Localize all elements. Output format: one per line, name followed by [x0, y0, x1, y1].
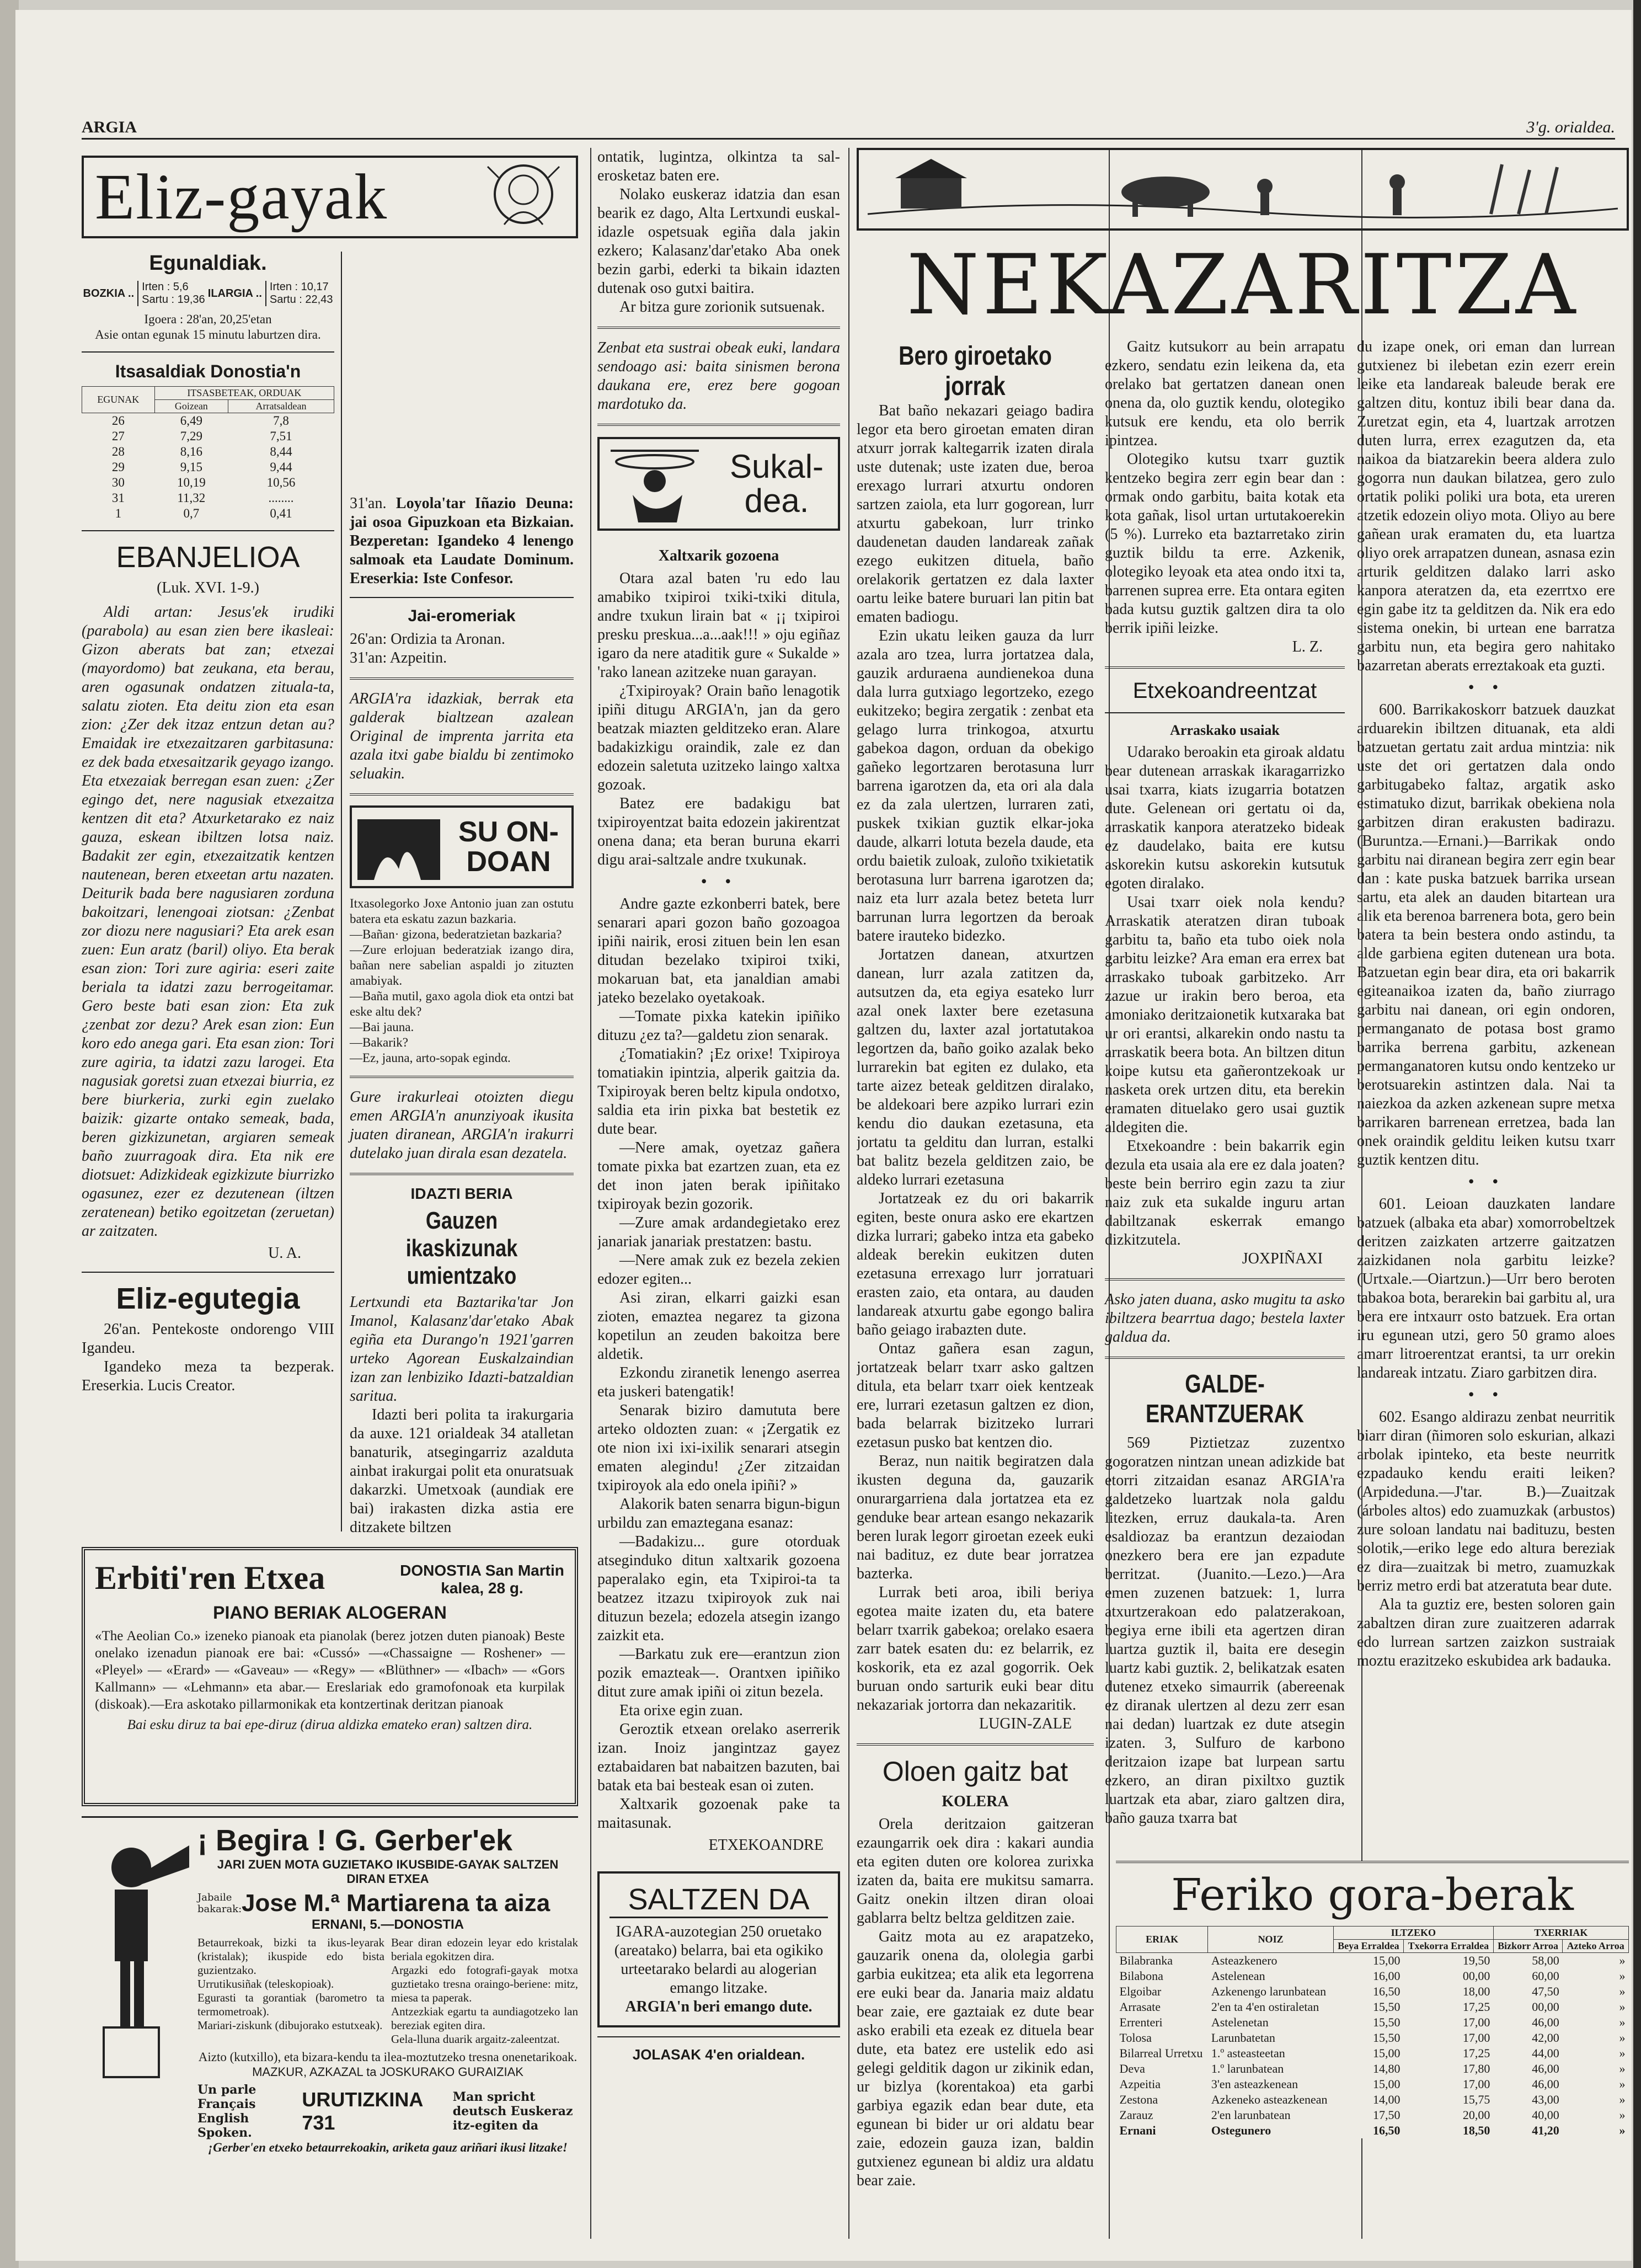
price-cell: 2'en larunbatean — [1211, 2108, 1291, 2122]
gerber-owner: Jose M.ª Martiarena ta aiza — [242, 1890, 550, 1917]
price-cell: » — [1619, 2108, 1626, 2122]
price-cell: » — [1619, 2123, 1626, 2137]
price-cell: Astelenean — [1211, 1969, 1265, 1983]
saltzen-notice: ARGIA'n beri emango dute. — [625, 1998, 813, 2015]
su-ondoan-line: —Bakarik? — [350, 1036, 409, 1049]
tide-cell: 9,44 — [270, 460, 292, 474]
price-row — [1116, 2107, 1629, 2123]
tide-cell: 7,51 — [270, 429, 292, 443]
price-cell: Azpeitia — [1119, 2077, 1161, 2091]
erbiti-address: DONOSTIA San Martin kalea, 28 g. — [400, 1562, 564, 1597]
telescope-man-icon — [82, 1823, 192, 2083]
gerber-item: Mariari-ziskunk (dibujorako estutxeak). — [197, 2019, 383, 2032]
tide-cell: 0,7 — [183, 506, 200, 520]
answer-600: 600. Barrikakoskorr batzuek dauzkat arduarekin ibiltzen dituanak, eta aldi batzuetan gertatu zait ardua mintzia: nik uste det ori gertatzen dala ondo garbitugabeko faltaz, argatik asko estimatuko dizut, barrikak obekiena nola garbitzen diran erakusten badirazu. (Buruntza.—Ernani.)—Barrikak ondo garbitu nai diranean begira zerr egin bear dan : kate puska batzuek barrika ursean sartu, eta alek an dauden bitartean ura alik eta berenoa barrenera bota, gero bein batera ta bein bestera ondo astindu, ta alde garbiena egiten dutenean ura bota. Batzuetan egin bear dira, eta ori bakarrik egiteanaikoa izaten da, baño ziurrago garbitu nai danean, ori egin ondoren, permanganato de potasa bost gramo barrika berrena garbitu, azkenean permanganatoren kutsu ondo kentzeko ur berotsuarekin astintzen dala. Nai ta naiezkoa da azken azkenean supre metxa barrikaren barrenean erretzea, bada lan onek oraindik gelditu leiken kutsu txarr guztik kentzen ditu. — [1357, 701, 1615, 1168]
price-cell: 17,80 — [1462, 2062, 1490, 2075]
xaltxarik-p3: Batez ere badakigu bat txipiroyentzat baita edozein jakirentzat onena dana; eta beran buruna ekarri digu arai-saltzale andre txukunak. — [597, 795, 840, 868]
separator-bullets: • • — [1467, 680, 1505, 696]
newspaper-title: ARGIA — [82, 118, 137, 136]
andre-dialogue-line: Asi ziran, elkarri gaizki esan zioten, emaztea negarez ta gizona kopetilun an zeuden bakoitza bere aldetik. — [597, 1289, 840, 1363]
saltzen-advert — [597, 1871, 840, 2027]
price-cell: 1.º larunbatean — [1211, 2062, 1284, 2075]
kolera-text: Orela deritzaion gaitzeran ezaungarrik oek dira : kakari aundia eta egiten duten ore kolorea zurixka izaten da, baita ere mukitsu samarra. Gaitz onekin iltzen diran oloai gablarra beltz beltza gelditzen zaie. — [857, 1816, 1094, 1927]
su-ondoan-line: —Zure erlojuan bederatziak izango dira, bañan nere sabelian aspaldi jo zituzten amabiyak. — [350, 943, 574, 988]
price-cell: 42,00 — [1532, 2031, 1559, 2045]
tide-cell: 10,56 — [266, 476, 296, 489]
saint-portrait-icon — [482, 161, 565, 233]
price-cell: Arrasate — [1119, 2000, 1161, 2014]
tide-cell: 30 — [111, 476, 125, 489]
price-cell: 15,50 — [1372, 2000, 1401, 2014]
price-cell: 14,00 — [1372, 2093, 1401, 2106]
gerber-subtitle: JARI ZUEN MOTA GUZIETAKO IKUSBIDE-GAYAK SALTZEN DIRAN ETXEA — [217, 1858, 559, 1886]
price-cell: 17,25 — [1462, 2046, 1490, 2060]
tide-cell: 26 — [111, 414, 125, 428]
tide-cell: 1 — [115, 506, 122, 520]
andre-dialogue-line: —Nere amak, oyetzaz gañera tomate pixka bat ezartzen zuan, eta ez det inon jaten berak ipiñitako txipiroyak bezin gozorik. — [597, 1139, 840, 1213]
tide-cell: 28 — [111, 445, 125, 458]
page-number: 3'g. orialdea. — [1526, 118, 1615, 136]
bero-p3: Jortatzen danean, atxurtzen danean, lurr azala zatitzen da, autsutzen da, eta egiya esateko lurr azal onek laxter bere ezetasuna galtzen du, laxter azal jortatutakoa legortzen da, baño goiko azalak beko lurrarekin bat egiten ez dulako, eta tarte aizez beteak gelditzen diralako, be aldekoari bere azpiko lurrari ezin kendu dio daukan ezetasuna, eta jortatu ta gelditu dan lurran, estalki bat balitz bezela gelditzen zaio, be aldeko lurrari ezetasuna — [857, 946, 1094, 1188]
separator-bullets: • • — [1467, 1387, 1505, 1404]
loyola-entry: 31'an. Loyola'tar Iñazio Deuna: jai osoa Gipuzkoan eta Bizkaian. Bezperetan: Igandeko 4 lenengo salmoak eta Laudate Dominum. Ereserkia: Iste Confesor. — [350, 495, 574, 587]
andre-dialogue-line: ¿Tomatiakin? ¡Ez orixe! Txipiroya tomatiakin ipintzia, alperik gaitzia da. Txipiroyak beren beltz kipula ondotxo, saldia eta irin pixka bat bestetik ez dute bear. — [597, 1045, 840, 1138]
gerber-phone: URUTIZKINA 731 — [302, 2088, 423, 2134]
price-cell: 15,50 — [1372, 2031, 1401, 2045]
price-cell: Astelenetan — [1211, 2015, 1269, 2029]
tide-table: EGUNAK ITSASBETEAK, ORDUAK Goizean Arratsaldean 26 6,49 7,8 27 7,29 7,51 28 8,16 8,44 29 9,15 9,44 30 10,19 10,56 31 11,32 ........ 1 0,7 0,41 — [82, 386, 334, 521]
moon-times: ILARGIA .. Irten : 10,17 Sartu : 22,43 — [207, 281, 333, 306]
andre-dialogue-line: —Nere amak zuk ez bezela zekien edozer egiten... — [597, 1252, 840, 1288]
price-cell: 19,50 — [1462, 1954, 1490, 1967]
zenbat-text: Zenbat eta sustrai obeak euki, landara sendoago asi: baita sinismen berona daukana ere, erez bere gogoan mardotuko da. — [597, 339, 840, 413]
running-head — [82, 115, 1615, 137]
andre-dialogue-line: Xaltxarik gozoenak pake ta maitasunak. — [597, 1796, 840, 1832]
tide-cell: 9,15 — [180, 460, 202, 474]
tide-row — [82, 490, 334, 506]
price-cell: 41,20 — [1532, 2123, 1559, 2137]
egutegia-text: 26'an. Pentekoste ondorengo VIII Igandeu. — [82, 1321, 334, 1357]
price-cell: 00,00 — [1462, 1969, 1490, 1983]
andre-dialogue-line: —Tomate pixka katekin ipiñiko dituzu ¿ez ta?—galdetu zion senarak. — [597, 1008, 840, 1044]
jolasak-line: JOLASAK 4'en orialdean. — [632, 2046, 805, 2063]
argia-notice: ARGIA'ra idazkiak, berrak eta galderak bialtzean azalean Original de imprenta jarrita eta azala itxi gabe bialdu bi zentimoko seluakin. — [350, 690, 574, 782]
price-cell: Elgoibar — [1119, 1984, 1162, 1998]
tide-cell: 7,29 — [180, 429, 202, 443]
price-cell: Azkeneko asteazkenean — [1211, 2093, 1328, 2106]
egutegia-text2: Igandeko meza ta bezperak. Ereserkia. Lucis Creator. — [82, 1358, 334, 1394]
price-cell: » — [1619, 1954, 1626, 1967]
tide-cell: 11,32 — [177, 491, 206, 505]
tide-cell: 6,49 — [180, 414, 202, 428]
arraskako-p2: Usai txarr oiek nola kendu? Arraskatik ateratzen diran tuboak garbitu ta, baño eta tubo oiek nola garbitu leizke? Ara eman era errex bat arraskako tuboak garbitzeko. Arr zazue ur irakin bero beroa, eta amoniako deritzaionetik kutxaraka bat ur ori erantsi, alkarekin ondo nastu ta arraskatik beera bota. An biltzen ditun koipe kutsu eta gañerontzekoak ur nasketa orek urtzen ditu, eta berekin eramaten dituelako gero usai guztik aldegiten die. — [1105, 894, 1345, 1136]
idazti-label: IDAZTI BERIA — [410, 1185, 513, 1202]
price-cell: Azkenengo larunbatean — [1211, 1984, 1327, 1998]
bero-p4: Jortatzeak ez du ori bakarrik egiten, beste onura asko ere ekartzen dizka lurrari; gabeko intza eta gabeko aldeak berekin eukitzen duten ezetasuna errexago lurr jorratuari erasten zaio, eta ontara, au dauden landareak atxurtu gabe egongo balira baño geiago irabazten dute. — [857, 1190, 1094, 1338]
bero-sign: LUGIN-ZALE — [979, 1715, 1072, 1732]
tide-row — [82, 444, 334, 460]
bero-p2: Ezin ukatu leiken gauza da lurr azala aro tzea, lurra jortatzea dala, gauzik arduraena aundienekoa duna dala lurra gutxiago legortzeko, ezego eukitzeko; begira zergatik : zenbat eta gelago lurra trinkogoa, atxurtu gabekoa dagon, orduan da obekigo gañeko legortzaren berotasuna lurr barrena igarotzen da, eta ori ala dala ez da zala ulertzen, lurraren zati, puskek txikian guztik elkar-joka daude, alkarri lotuta bezela daude, eta ordu baietik zuloak, zuloño txikietatik berotasuna lurr barrena igarotzen da; naiz eta lurr azala betez beteta lurr barrunan lurra legortzen da beroak batere irauteko bidezko. — [857, 627, 1094, 944]
sukaldea-title: Sukal-dea. — [729, 448, 824, 519]
bero-p7: Lurrak beti aroa, ibili beriya egotea maite izaten du, eta batere belarr txarrik gabekoa; orelako esaera zarr batek esaten du: ez belarrik, ez koskorik, eta ez azal gogorrik. Oek buruan ondo sarturik euki bear ditu nekazariak jortorra dan nekazaritik. — [857, 1584, 1094, 1714]
tide-cell: 0,41 — [270, 506, 292, 520]
gauzen-text2: Idazti beri polita ta irakurgaria da auxe. 121 orialdeak 34 atalletan banaturik, atsegingarriz azalduta ainbat irakurgai polit eta onuratsuak dakarzki. Umetxoak (aundiak ere bai) irakasten dizka astia ere ditzakete biltzen — [350, 1406, 574, 1536]
gerber-item: Gela-lluna duarik argaitz-zaleentzat. — [391, 2032, 560, 2046]
price-cell: » — [1619, 1969, 1626, 1983]
price-cell: 2'en ta 4'en ostiraletan — [1211, 2000, 1319, 2014]
gauzen-text: Lertxundi eta Baztarika'tar Jon Imanol, Kalasanz'dar'etako Abak egiña eta Durango'n 1921'garren urteko Agorean Euskalzaindian izan zan lenbiziko Idazti-batzaldian saritua. — [350, 1294, 574, 1405]
jai-item: 26'an: Ordizia ta Aronan. — [350, 631, 505, 648]
nekazaritza-title: NEKAZARITZA — [906, 237, 1579, 333]
column-rule — [590, 148, 591, 2239]
erbiti-title: Erbiti'ren Etxea — [95, 1560, 325, 1596]
su-ondoan-title: SU ON-DOAN — [458, 816, 559, 878]
su-ondoan-line: —Ez, jauna, arto-sopak egindα. — [350, 1051, 511, 1065]
price-cell: » — [1619, 2046, 1626, 2060]
price-row — [1116, 2092, 1629, 2107]
su-ondoan-line: —Bai jauna. — [350, 1020, 414, 1034]
price-row — [1116, 1984, 1629, 1999]
erbiti-advert — [82, 1547, 578, 1806]
price-cell: 17,00 — [1462, 2077, 1490, 2091]
andre-dialogue-line: —Barkatu zuk ere—erantzun zion pozik emazteak—. Orantxen ipiñiko ditut zure amak ipiñi oi zitun bezela. — [597, 1646, 840, 1700]
eliz-gayak-banner — [82, 156, 578, 238]
answer-602: 602. Esango aldirazu zenbat neurritik biarr diran (ñimoren solo eskurian, alkazi arbolak ipinteko, eta beste neurritk ezpadauko kendu eraiti leiken? (Arpideduna.—J'tar. B.)—Zuaitzak (árboles altos) edo zuamuzkak (arbustos) zure soloan landatu nai badituzu, besten solotik,—eriko lege edo altura bereziak ez dira—zuaitzak bi metro, zuamuzkak berriz metro erdi bat atzeratuta bear dute. — [1357, 1408, 1615, 1594]
price-cell: Zestona — [1119, 2093, 1158, 2106]
andre-dialogue-line: Ezkondu ziranetik lenengo aserrea eta juskeri batengatik! — [597, 1364, 840, 1400]
su-ondoan-line: —Bañan· gizona, bederatzietan bazkaria? — [350, 927, 562, 941]
cook-serving-icon — [600, 440, 715, 528]
tide-cell: 27 — [111, 429, 125, 443]
price-cell: 46,00 — [1532, 2062, 1559, 2075]
price-cell: 17,25 — [1462, 2000, 1490, 2014]
separator-bullets: • • — [1467, 1174, 1505, 1191]
price-row — [1116, 2030, 1629, 2046]
price-cell: » — [1619, 2062, 1626, 2075]
andre-dialogue-line: —Zure amak ardandegietako erez janariak janariak prestatzen: bastu. — [597, 1214, 840, 1250]
gerber-item: Betaurrekoak, bizki ta ikus-leyarak (kristalak); ikuspide edo bista guzientzako. — [197, 1936, 384, 1977]
price-cell: 58,00 — [1532, 1954, 1559, 1967]
price-cell: Ostegunero — [1211, 2123, 1271, 2137]
jai-title: Jai-eromeriak — [408, 607, 516, 625]
price-cell: 14,80 — [1372, 2062, 1401, 2075]
ebanjelioa-sign: U. A. — [268, 1245, 301, 1262]
price-cell: Ernani — [1119, 2123, 1156, 2137]
price-cell: » — [1619, 1984, 1626, 1998]
jai-item: 31'an: Azpeitin. — [350, 649, 447, 666]
bero-p5: Ontaz gañera esan zagun, jortatzeak belarr txarr asko galtzen ditula, eta belarr txarr oiek kentzeak ere, lurrari ezetasun galtzen ez dion, bada belarrak bizitzeko lurrari ezetasun pusko bat kentzen dio. — [857, 1340, 1094, 1451]
kolera-p2: Gaitz mota au ez arapatzeko, gauzarik onena da, ololegia garbi garbia eukitzea; eta alik eta legorrena ere euki bear da. Janaria maiz aldatu bear zaie, ere gaztaiak ez dute bear asko erabili eta ezeak ez dituela bear dute, eta batez ere ustelik edo asi gelegi gelditik dagon ur zikinik edan, ur bizlya (korentakoa) eta garbi garbiya egazik edan bear dute, eta egunean bi bider ur ori aldatu bear zaie, edozein gauza izan, baldin gutxienez egunean bi aldiz ura aldatu bear zaie. — [857, 1928, 1094, 2189]
price-row — [1116, 2046, 1629, 2061]
price-cell: 18,00 — [1462, 1984, 1490, 1998]
price-cell: 17,50 — [1372, 2108, 1401, 2122]
gerber-deutsch: Man spricht deutsch Euskeraz itz-egiten da — [452, 2090, 573, 2133]
igoera-line: Igoera : 28'an, 20,25'etan — [144, 312, 272, 326]
price-cell: 44,00 — [1532, 2046, 1559, 2060]
price-cell: 43,00 — [1532, 2093, 1559, 2106]
saltzen-title: SALTZEN DA — [610, 1882, 828, 1918]
price-cell: 16,50 — [1372, 2123, 1401, 2137]
andre-dialogue-line: —Badakizu... gure otorduak atseginduko ditun xaltxarik gozoena paperalako egin, eta Txipiroi-ta ta beatzez itzazu txipiroyok zuk nai dituzun bezela; edozela atsegin izango zaizkit eta. — [597, 1533, 840, 1644]
bero-p6: Beraz, nun naitik begiratzen dala ikusten deguna da, gauzarik onurargarriena dala jortatzea eta ez genduke bear artean esango nekazarik beren lurak legorr giroetan ezeek euki nai badituz, ez dute bear jorratzea bazterka. — [857, 1453, 1094, 1582]
xaltxarik-sign: ETXEKOANDRE — [708, 1837, 824, 1854]
su-ondoan-text: Itxasolegorko Joxe Antonio juan zan ostutu batera eta eskatu zazun bazkaria. — [350, 896, 574, 926]
price-cell: Larunbatetan — [1211, 2031, 1275, 2045]
etxeko-title: Etxekoandreentzat — [1132, 679, 1317, 703]
oloen-title: Oloen gaitz bat — [882, 1756, 1068, 1787]
col2-intro2: Nolako euskeraz idatzia dan esan bearik ez dago, Alta Lertxundi euskal-idazle ospetsuak egiña dala jakin ezkero; Kalasanz'dar'etako Aba onek bezin garbi, ederki ta bikain idazten dutenak oso gutxi baitira. — [597, 186, 840, 297]
price-cell: 3'en asteazkenean — [1211, 2077, 1298, 2091]
prices-title: Feriko gora-berak — [1171, 1869, 1574, 1920]
xaltxarik-text: Otara azal baten 'ru edo lau amabiko txipiroi txiki-txiki ditula, andre txukun lirain bat « ¡¡ txipiroi presku preskua...a...aak!!! » oju egiñaz igaro da nere ataditik gure « Sukalde » 'rako lanean azitzeke nuan garayan. — [597, 570, 840, 681]
gerber-item: Urrutikusiñak (teleskopioak). — [197, 1977, 334, 1990]
price-cell: 15,75 — [1462, 2093, 1490, 2106]
gerber-item: Egurasti ta gorantiak (barometro ta termometroak). — [197, 1991, 384, 2018]
tide-row — [82, 506, 334, 521]
price-cell: Tolosa — [1119, 2031, 1152, 2045]
gaitz-text: Gaitz kutsukorr au bein arrapatu ezkero, sendatu ezin leikena da, eta orelako bat gertatzen danean onen onena da, olo guztik kendu, olotegiko kutsuk ere kendu, eta olo berrik ipintzea. — [1105, 338, 1345, 449]
price-cell: 60,00 — [1532, 1969, 1559, 1983]
tide-cell: 29 — [111, 460, 125, 474]
prices-panel — [1116, 1861, 1629, 2138]
xaltxarik-title: Xaltxarik gozoena — [658, 547, 779, 564]
tide-cell: 7,8 — [273, 414, 289, 428]
answer-602-ala: Ala ta guztiz ere, besten soloren gain zabaltzen diran zure zuaitzeren adarrak edo lurrean sartzen zaizkon sustraiak moztu erazitzeko eskubidea ark badauka. — [1357, 1596, 1615, 1669]
price-cell: Bilabona — [1119, 1969, 1163, 1983]
andre-dialogue-line: Senarak biziro damututa bere arteko oldozten zuan: « ¡Zergatik ez ote nion ixi ixi-ixilik senarari atsegin ematen alegindu! ¿Zer zitzaidan txipiroyok ala edo onela ipiñi? » — [597, 1402, 840, 1494]
gerber-footer2: MAZKUR, AZKAZAL ta JOSKURAKO GURAIZIAK — [252, 2065, 523, 2079]
gaitz-p2: Olotegiko kutsu txarr guztik kentzeko begira zerr egin bear dan : ormak ondo garbitu, baita kotak eta kota gañak, lisol urtan urtutakoerekin (5 %). Lurreko eta baztarretako zirin guztik bildu ta erre. Azkenik, olotegiko leyoak eta atea ondo itxi ta, barrenen suprea erre. Eta ontara egiten bada kutsu guztik galtzen dira ta olo berrik ipiñi leizke. — [1105, 451, 1345, 637]
column-3 — [597, 148, 840, 2244]
galde-title: GALDE-ERANTZUERAK — [1145, 1369, 1305, 1428]
price-cell: 15,00 — [1372, 2046, 1401, 2060]
erbiti-subtitle: PIANO BERIAK ALOGERAN — [213, 1603, 447, 1623]
gauzen-title-wrap — [350, 1207, 574, 1290]
newspaper-page — [15, 10, 1632, 2261]
galde-569: 569 Piztietzaz zuzentxo gogoratzen nintzan unean adizkide bat etorri zitzaidan esanaz ARGIA'ra galdetzeko luartzak nola galdu litezken, erruz daukala-ta. Aren esaldiozaz ba erantzun dezaiodan onezkero bera ere jan ezpadute berritzat. (Juanito.—Lezo.)—Ara emen zuzenen batzuek: 1, lurra atxurtzerakoan edo palatzerakoan, begiya erne ibili eta agertzen diran luartza guztik il, baita ere desegin luartz kabi guztik. 2, belikatzak esaten dutenez etxeko simaurrik (abereenak ez diranak ulertzen al dezu zerr esan nai dedan) luartzak ez dute atsegin izaten. 3, Sulfuro de karbono deritzaion izape bat lurpean sartu ezkero, an diran pixiltxo guztik luartzak eta abar, ziaro galtzen dira, baño gauza txarra bat — [1105, 1434, 1345, 1827]
calendar-left — [82, 246, 341, 1537]
erbiti-text2: Bai esku diruz ta bai epe-diruz (dirua aldizka emateko eran) saltzen dira. — [127, 1717, 533, 1732]
prices-table: ERIAK NOIZ ILTZEKO TXERRIAK Beya Erraldea Txekorra Erraldea Bizkorr Arroa Azteko Arroa Bilabranka Asteazkenero 15,00 19,50 58,00 » Bilabona Astelenean 16,00 00,00 60,00 » Elgoibar Azkenengo larunbatean 16,50 18,00 47,50 » Arrasate 2'en ta 4'en ostiraletan 15,50 17,25 00,00 » Errenteri Astelenetan 15,50 17,00 46,00 » Tolosa Larunbatetan 15,50 17,00 42,00 » Bilarreal Urretxu 1.º asteasteetan 15,00 17,25 44,00 » Deva 1.º larunbatean 14,80 17,80 46,00 » Azpeitia 3'en asteazkenean 15,00 17,00 46,00 » Zestona Azkeneko asteazkenean 14,00 15,75 43,00 » Zarauz 2'en larunbatean 17,50 20,00 40,00 » Ernani Ostegunero 16,50 18,50 41,20 » — [1116, 1926, 1629, 2138]
price-cell: Zarauz — [1119, 2108, 1153, 2122]
xaltxarik-p2: ¿Txipiroyak? Orain baño lenagotik ipiñi ditugu ARGIA'n, jan da gero beatzak miazten gelditzeko eran. Alare badakizkigu oraindik, zale ez dan edozein saletuta uzitzeko laingo xaltxa gozoak. — [597, 682, 840, 793]
gerber-slogan: ¡Gerber'en etxeko betaurrekoakin, ariketa gauz ariñari ikusi litzake! — [208, 2141, 568, 2154]
price-cell: » — [1619, 2000, 1626, 2014]
price-cell: Deva — [1119, 2062, 1145, 2075]
price-cell: Bilarreal Urretxu — [1119, 2046, 1203, 2060]
tide-row — [82, 460, 334, 475]
bero-title: Bero giroetako jorrak — [899, 341, 1052, 401]
price-cell: » — [1619, 2031, 1626, 2045]
tide-row — [82, 413, 334, 429]
gerber-jabe-label: Jabaile bakarak: — [197, 1892, 242, 1915]
price-cell: 16,00 — [1372, 1969, 1401, 1983]
egunaldiak-title: Egunaldiak. — [149, 252, 267, 275]
price-cell: 17,00 — [1462, 2015, 1490, 2029]
saltzen-text: IGARA-auzotegian 250 oruetako (areatako) belarra, bai eta ogikiko urteetarako belardi au alogerian emango litzake. — [614, 1923, 824, 1997]
ebanjelioa-text: Aldi artan: Jesus'ek irudiki (parabola) au esan zien bere ikasleai: Gizon aberats bat zan; etxezai (mayordomo) bat zeukana, eta berau, aren ogasunak ondatzen zituala-ta, salatu zioten. Eta deitu zion eta esan zion: ¿Zer dek itzaz entzun detan au? Emaidak ire etxezaitzaren garbitasuna: ez dek bada etxesaitzarik geyago izango. Eta etxezaiak berregan esan zuen: ¿Zer egingo det, nere nagusiak etxezaitza kentzen dit eta? Atxurketarako ez naiz gauza, eskean ibiltzen lotsa naiz. Badakit zer egin, etxezaitzatik kentzen nautenean, beren etxeetan artu nazaten. Deiturik bada bere nagusiaren zorduna bakoitzari, lenengoai ziotsan: ¿Zenbat zor diozu nere nagusiari? Eta arek esan zuen: Eun aratz (baril) oliyo. Eta berak esan zion: Tori zure agiria: eseri zaite beriala ta idatzi zazu berrogeitamar. Gero beste bati esan zion: Eta zuk ¿zenbat zor dezu? Arek esan zion: Eun koro edo anega gari. Eta esan zion: Tori zure agiria, ta idatzi zazu larogei. Eta nagusiak goretsi zuan etxezai biurria, ez bere biurkeria, zurki egin zuelako baizik: gizarte ontako semeak, bada, beren gizkizunetan, argiaren semeak baño zuurragoak dira. Eta nik ere diotsuet: Adizkideak egizkizute biurrizko ogasunez, ezer ez dezutenean (iltzen zeratenean) betiko egoitzetan (zeruetan) ar zaitzaten. — [82, 604, 334, 1240]
price-row — [1116, 2015, 1629, 2030]
book-gutter-right — [1633, 0, 1641, 2268]
price-cell: 15,00 — [1372, 2077, 1401, 2091]
price-cell: 47,50 — [1532, 1984, 1559, 1998]
calendar-right — [342, 246, 574, 1537]
price-cell: 17,00 — [1462, 2031, 1490, 2045]
gerber-item: Argazki edo fotografi-gayak motxa guztietako tresna oraingo-beriene: mitz, miesa ta paperak. — [391, 1963, 578, 2004]
su-ondoan-banner — [350, 805, 574, 888]
price-cell: » — [1619, 2015, 1626, 2029]
gerber-footer: Aizto (kutxillo), eta bizara-kendu ta ilea-moztutzeko tresna onenetarikoak. — [198, 2050, 578, 2064]
price-cell: 15,50 — [1372, 2015, 1401, 2029]
arraskako-p3: Etxekoandre : bein bakarrik egin dezula eta usaia ala ere ez dala joaten? beste bein berriro egin zazu ta ziur naiz zuk eta sukalde inguru artan dabiltzanak eskerrak emango dizkitzutela. — [1105, 1138, 1345, 1248]
price-cell: 00,00 — [1532, 2000, 1559, 2014]
tide-cell: ........ — [268, 491, 294, 505]
andre-text: Andre gazte ezkonberri batek, bere senarari apari gozon baño gozoagoa ipiñi nairik, erosi zituen bein len esan ditudan bezelako txipiroi txiki, mokaruan bat, eta janaldian amabi jateko bezelako oyetakoak. — [597, 895, 840, 1006]
tide-title: Itsasaldiak Donostia'n — [115, 361, 301, 381]
tide-cell: 10,19 — [177, 476, 206, 489]
price-cell: » — [1619, 2093, 1626, 2106]
asko-text: Asko jaten duana, asko mugitu ta asko ibiltzera bearrtua dago; bestela laxter galdua da. — [1105, 1291, 1345, 1346]
andre-dialogue-line: Eta orixe egin zuan. — [619, 1702, 743, 1719]
tide-row — [82, 429, 334, 444]
andre-dialogue-line: Geroztik etxean orelako aserrerik izan. Inoiz jangintzaz gayez eztabaidaren bat nabaitzen bazuten, bai batak eta bai besteak esan oi zuten. — [597, 1721, 840, 1794]
hearth-fire-icon — [352, 808, 446, 885]
gure-notice: Gure irakurleai otoizten diegu emen ARGIA'n anunziyoak ikusita juaten diranean, ARGIA'n irakurri dutelako juan dirala esan dezatela. — [350, 1088, 574, 1162]
price-cell: 1.º asteasteetan — [1211, 2046, 1285, 2060]
column-4 — [857, 338, 1099, 2190]
column-1 — [82, 148, 578, 2244]
andre-dialogue-line: Alakorik baten senarra bigun-bigun urbildu zan emaztegana esanaz: — [597, 1496, 840, 1531]
price-row — [1116, 1953, 1629, 1969]
bero-text: Bat baño nekazari geiago badira legor eta bero giroetan ematen diran atxurr jorrak kaltegarrik izaten dirala uste dutenak; uste izaten due, beroa erexago lurrari atxurtu ondoren sartzen zaiola, eta lurr gogorean, lurr atxurtu gabekoan, lurr trinko daudenetan dauden landareak zañak ezego eukitzen dituela, baño orelakorik gertatzen ez dala laxter oartu leike batere buruari lan pitin bat ematen badiogu. — [857, 402, 1094, 626]
ebanjelioa-title: EBANJELIOA — [116, 541, 300, 574]
column-rule — [848, 148, 849, 2239]
arraskako-sign: JOXPIÑAXI — [1242, 1250, 1323, 1267]
gaitz-sign: L. Z. — [1292, 638, 1323, 655]
su-ondoan-line: —Baña mutil, gaxo agola diok eta ontzi bat eske altu dek? — [350, 989, 574, 1018]
tide-cell: 8,44 — [270, 445, 292, 458]
gerber-languages: Un parle Français English Spoken. — [197, 2083, 256, 2140]
gerber-advert — [82, 1816, 578, 2155]
price-cell: 46,00 — [1532, 2077, 1559, 2091]
price-cell: Bilabranka — [1119, 1954, 1173, 1967]
eliz-gayak-title: Eliz-gayak — [95, 161, 388, 233]
farm-scene-illustration — [857, 148, 1629, 231]
price-cell: 20,00 — [1462, 2108, 1490, 2122]
price-row — [1116, 1999, 1629, 2015]
gerber-city: ERNANI, 5.—DONOSTIA — [311, 1917, 464, 1932]
price-row — [1116, 2061, 1629, 2077]
price-cell: 18,50 — [1462, 2123, 1490, 2137]
price-cell: 15,00 — [1372, 1954, 1401, 1967]
price-cell: 16,50 — [1372, 1984, 1401, 1998]
gerber-item: Antzezkiak egartu ta aundiagotzeko lan bereziak egiten dira. — [391, 2005, 578, 2032]
price-row — [1116, 2077, 1629, 2092]
head-rule — [82, 138, 1615, 140]
tide-cell: 8,16 — [180, 445, 202, 458]
arraskako-text: Udarako beroakin eta giroak aldatu bear dutenean arraskak ikaragarrizko usai txarra, kiats izugarria botatzen dute. Gelenean ori gertatu oi da, arraskatik kanpora ateratzeko bideak ez daudelako, baita ere kutsu askorekin kutsu askorekin kutsutuk egoten diralako. — [1105, 744, 1345, 892]
kolera-title: KOLERA — [942, 1793, 1009, 1810]
tide-cell: 31 — [111, 491, 125, 505]
price-row — [1116, 2123, 1629, 2138]
answer-601: 601. Leioan dauzkaten landare batzuek (albaka eta abar) xomorrobeltzek deritzen zaizkaten artzerre gaitzatzen zaizkidanen nola garbitu leizke? (Urtxale.—Oiartzun.)—Urr bero beroten tabakoa bota, berarekin bai garbitu al, ura bera ere intxaurr osto batzuek. Era ortan iru egunean utzi, gero 50 gramo aloes amarr litroerentzat erantsi, ta urr orekin landareak intzatu. Ziaro garbitzen dira. — [1357, 1196, 1615, 1381]
gerber-title: ¡ Begira ! G. Gerber'ek — [197, 1824, 513, 1857]
price-cell: 40,00 — [1532, 2108, 1559, 2122]
col2-intro3: Ar bitza gure zorionik sutsuenak. — [619, 298, 825, 316]
tide-row — [82, 475, 334, 490]
gauzen-title: Gauzen ikaskizunak umientzako — [405, 1207, 518, 1289]
price-cell: 46,00 — [1532, 2015, 1559, 2029]
col2-intro: ontatik, lugintza, olkintza ta sal-erosketaz baten ere. — [597, 148, 840, 184]
price-cell: » — [1619, 2077, 1626, 2091]
price-cell: Asteazkenero — [1211, 1954, 1277, 1967]
price-cell: Errenteri — [1119, 2015, 1163, 2029]
sukaldea-banner — [597, 437, 840, 531]
ebanjelioa-ref: (Luk. XVI. 1-9.) — [157, 579, 259, 596]
egutegia-title: Eliz-egutegia — [116, 1282, 300, 1315]
price-row — [1116, 1968, 1629, 1984]
laburtzen-line: Asie ontan egunak 15 minutu laburtzen dira. — [95, 328, 321, 341]
col6-top: du izape onek, ori eman dan lurrean gutxienez bi ilebetan ezin ezerr erein leike eta landareak baleude berak ere galtzen ditu, kontuz ibili bear dana da. Zuretzat egin, eta 4, luartzak arrotzen duten lurra, errex ezagutzen da, eta naikoa da biatzarekin beera aldera zulo gogorra nun daukan bilatzea, gero zulo ortatik poliki poliki ura bota, eta ureren atzetik edozein oliyo mota. Oliyo au bere gañean urak eramaten du, eta luartza oliyo orek arrapatzen dunean, asnasa ezin arturik gelditzen dalako larri asko kanpora ateratzen da, eta ezerrtxo ere egin gabe itz ta gelditzen da. Nik era edo sistema onekin, bi urtean ene barratza garbitu nun, eta begira gero nahitako bazarretan aberats erreztakoak eta guzti. — [1357, 338, 1615, 674]
sun-times: BOZKIA .. Irten : 5,6 Sartu : 19,36 — [83, 281, 205, 306]
erbiti-text: «The Aeolian Co.» izeneko pianoak eta pianolak (berez jotzen duten pianoak) Beste onelako izenadun pianoak ere bai: «Cussó» —«Chassaigne — Roshener» — «Pleyel» — «Erard» — «Gaveau» — «Regy» — «Blüthner» — «Ibach» — «Gors Kallmann» — «Lehmann» eta abar.— Ereslariak edo gramofonoak eta kurpilak (diskoak).—Era askotako pillarmonikak eta kontzertinak deritzan pianoak — [95, 1629, 565, 1712]
separator-bullets: • • — [699, 874, 738, 890]
gerber-item: Bear diran edozein leyar edo kristalak beriala egokitzen dira. — [391, 1936, 578, 1963]
arraskako-title: Arraskako usaiak — [1170, 722, 1280, 738]
